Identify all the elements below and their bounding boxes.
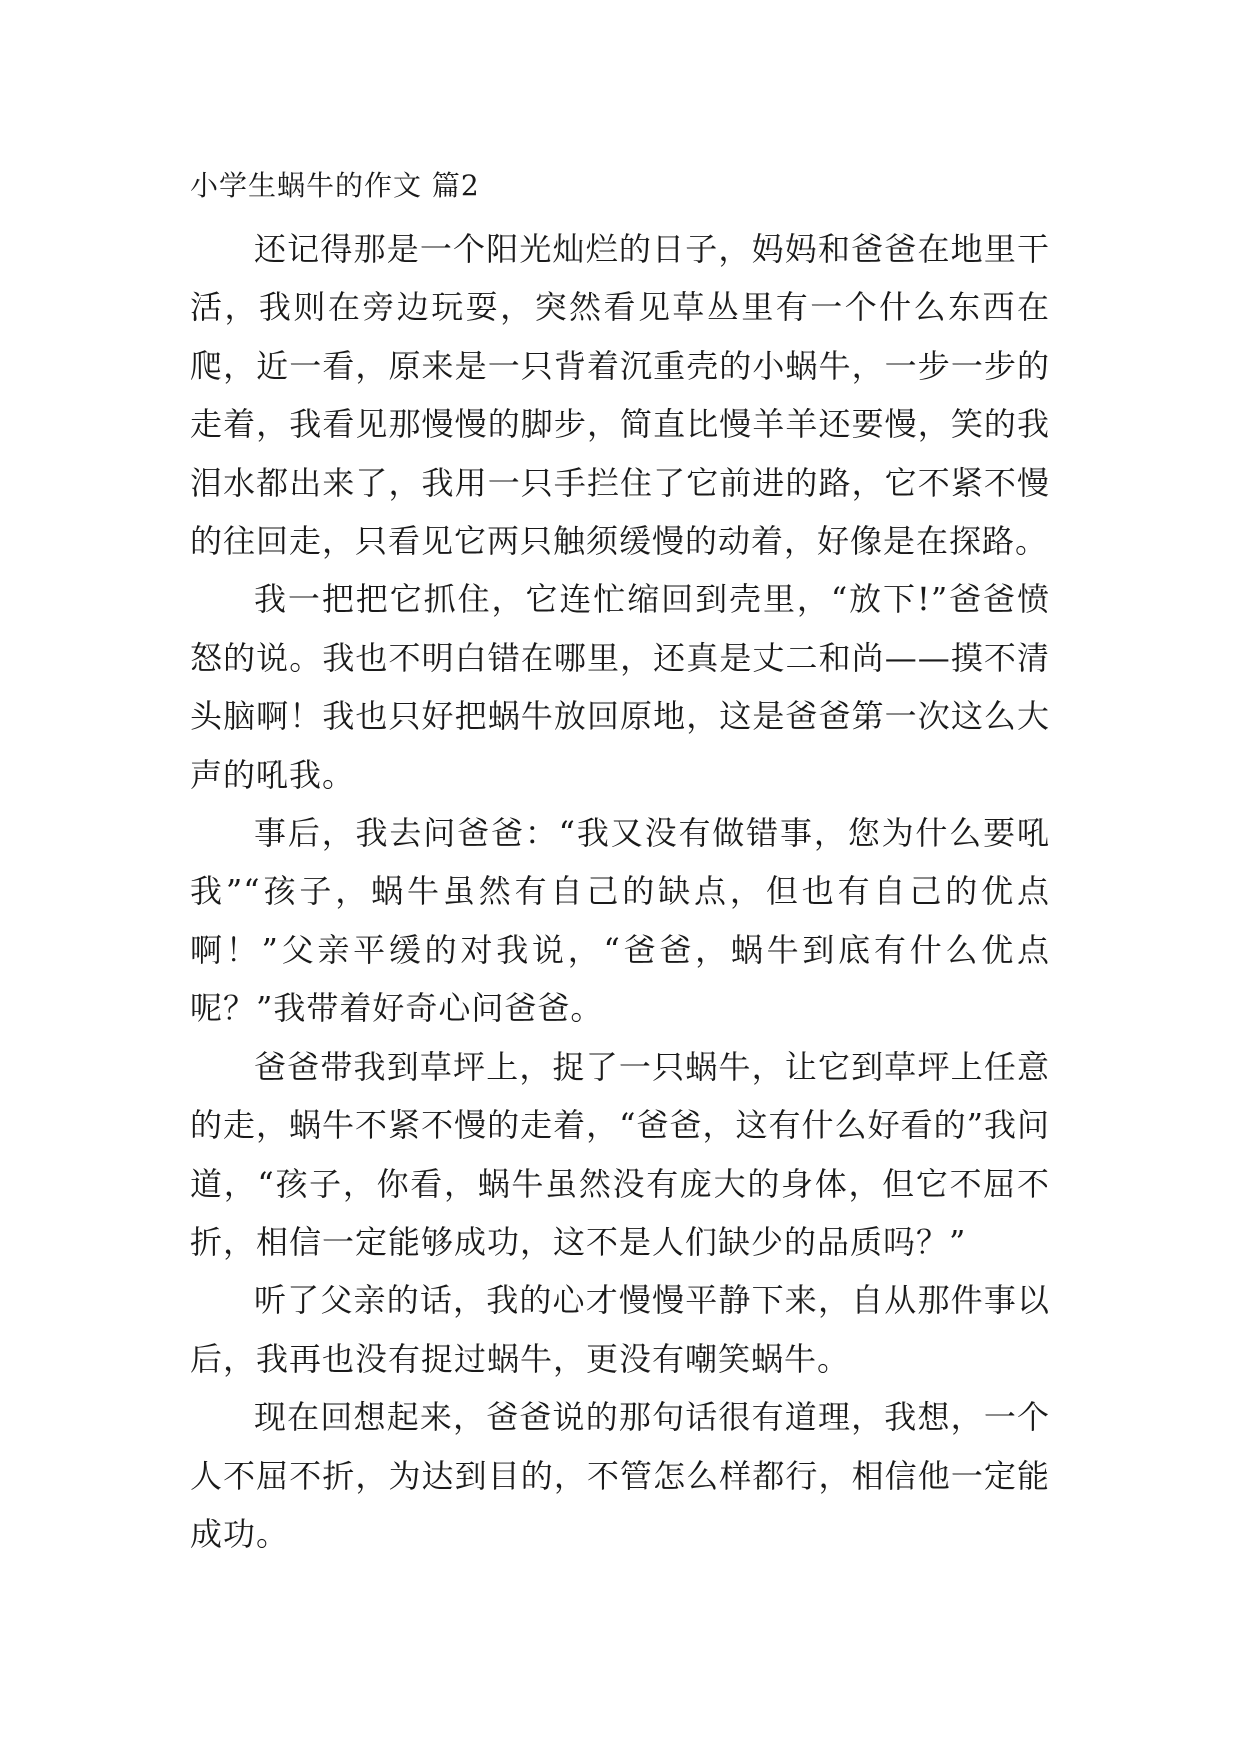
document-body: [190, 164, 1050, 1563]
paragraph-6: 现在回想起来，爸爸说的那句话很有道理，我想，一个人不屈不折，为达到目的，不管怎么样都行，相信他一定能成功。: [190, 1398, 1050, 1553]
paragraph-4: 爸爸带我到草坪上，捉了一只蜗牛，让它到草坪上任意的走，蜗牛不紧不慢的走着，“爸爸，这有什么好看的”我问道，“孩子，你看，蜗牛虽然没有庞大的身体，但它不屈不折，相信一定能够成功，这不是人们缺少的品质吗？”: [190, 1047, 1050, 1261]
paragraph-2: 我一把把它抓住，它连忙缩回到壳里，“放下!”爸爸愤怒的说。我也不明白错在哪里，还真是丈二和尚——摸不清头脑啊！我也只好把蜗牛放回原地，这是爸爸第一次这么大声的吼我。: [190, 580, 1050, 794]
title-spacer: [190, 208, 1050, 220]
paragraph-3: 事后，我去问爸爸：“我又没有做错事，您为什么要吼我”“孩子，蜗牛虽然有自己的缺点，但也有自己的优点啊！”父亲平缓的对我说，“爸爸，蜗牛到底有什么优点呢？”我带着好奇心问爸爸。: [190, 814, 1050, 1028]
paragraph-5: 听了父亲的话，我的心才慢慢平静下来，自从那件事以后，我再也没有捉过蜗牛，更没有嘲笑蜗牛。: [190, 1281, 1050, 1378]
paragraph-1: 还记得那是一个阳光灿烂的日子，妈妈和爸爸在地里干活，我则在旁边玩耍，突然看见草丛里有一个什么东西在爬，近一看，原来是一只背着沉重壳的小蜗牛，一步一步的走着，我看见那慢慢的脚步，简直比慢羊羊还要慢，笑的我泪水都出来了，我用一只手拦住了它前进的路，它不紧不慢的往回走，只看见它两只触须缓慢的动着，好像是在探路。: [190, 230, 1050, 561]
document-title: 小学生蜗牛的作文 篇2: [190, 169, 480, 202]
